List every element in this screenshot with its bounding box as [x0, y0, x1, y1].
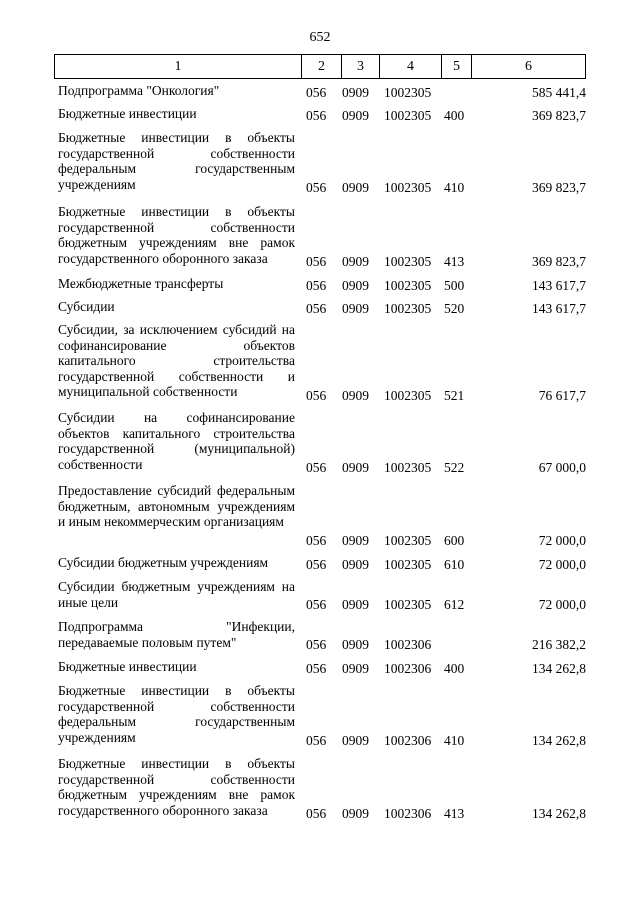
- table-row: [0, 299, 640, 316]
- row-col-6: 143 617,7: [532, 300, 586, 316]
- row-description: Бюджетные инвестиции в объекты государственной собственности федеральным государственным учреждениям: [58, 683, 295, 745]
- row-description: Бюджетные инвестиции в объекты государственной собственности федеральным государственным учреждениям: [58, 130, 295, 192]
- row-col-2: 056: [306, 805, 327, 821]
- row-description: Подпрограмма "Инфекции, передаваемые половым путем": [58, 619, 295, 650]
- header-col-2: 2: [301, 55, 341, 78]
- table-row: [0, 410, 640, 475]
- row-col-5: 600: [444, 532, 465, 548]
- row-col-2: 056: [306, 636, 327, 652]
- row-col-2: 056: [306, 660, 327, 676]
- row-col-2: 056: [306, 253, 327, 269]
- row-col-3: 0909: [342, 84, 369, 100]
- table-row: [0, 83, 640, 100]
- table-row: [0, 683, 640, 748]
- table-row: [0, 204, 640, 269]
- row-col-4: 1002306: [384, 732, 432, 748]
- row-col-5: 610: [444, 556, 465, 572]
- table-row: [0, 555, 640, 572]
- row-col-6: 134 262,8: [532, 660, 586, 676]
- row-col-6: 216 382,2: [532, 636, 586, 652]
- table-row: [0, 659, 640, 676]
- row-description: Подпрограмма "Онкология": [58, 83, 220, 98]
- row-col-6: 134 262,8: [532, 732, 586, 748]
- row-col-3: 0909: [342, 596, 369, 612]
- row-col-6: 72 000,0: [538, 596, 586, 612]
- row-col-3: 0909: [342, 387, 369, 403]
- row-description: Бюджетные инвестиции в объекты государственной собственности бюджетным учреждениям вне рамок государственного оборонного заказа: [58, 756, 295, 818]
- row-col-2: 056: [306, 179, 327, 195]
- row-description: Предоставление субсидий федеральным бюджетным, автономным учреждениям и иным некоммерческим организациям: [58, 483, 295, 529]
- row-col-4: 1002305: [384, 253, 432, 269]
- table-row: [0, 276, 640, 293]
- page-number: 652: [309, 30, 331, 45]
- row-col-4: 1002305: [384, 107, 432, 123]
- table-row: [0, 756, 640, 821]
- row-col-2: 056: [306, 387, 327, 403]
- row-col-6: 369 823,7: [532, 107, 586, 123]
- row-col-2: 056: [306, 532, 327, 548]
- row-col-6: 369 823,7: [532, 253, 586, 269]
- row-col-6: 67 000,0: [538, 459, 586, 475]
- row-col-2: 056: [306, 300, 327, 316]
- row-col-3: 0909: [342, 732, 369, 748]
- row-description: Субсидии бюджетным учреждениям на иные цели: [58, 579, 295, 610]
- row-description: Межбюджетные трансферты: [58, 276, 224, 291]
- row-description: Субсидии бюджетным учреждениям: [58, 555, 269, 570]
- row-col-6: 585 441,4: [532, 84, 586, 100]
- row-col-2: 056: [306, 459, 327, 475]
- row-col-4: 1002305: [384, 596, 432, 612]
- row-col-4: 1002305: [384, 532, 432, 548]
- row-col-2: 056: [306, 84, 327, 100]
- row-col-5: 500: [444, 277, 465, 293]
- table-row: [0, 483, 640, 548]
- row-col-5: 520: [444, 300, 465, 316]
- row-col-5: 521: [444, 387, 465, 403]
- row-description: Бюджетные инвестиции: [58, 659, 197, 674]
- row-col-4: 1002305: [384, 387, 432, 403]
- table-header: [54, 54, 586, 79]
- row-col-3: 0909: [342, 277, 369, 293]
- table-row: [0, 130, 640, 195]
- header-col-3: 3: [341, 55, 379, 78]
- row-col-2: 056: [306, 596, 327, 612]
- row-col-5: 400: [444, 107, 465, 123]
- row-col-3: 0909: [342, 253, 369, 269]
- row-col-4: 1002305: [384, 179, 432, 195]
- row-col-3: 0909: [342, 179, 369, 195]
- table-row: [0, 106, 640, 123]
- row-col-5: 612: [444, 596, 465, 612]
- row-col-4: 1002306: [384, 636, 432, 652]
- row-col-4: 1002305: [384, 84, 432, 100]
- row-col-3: 0909: [342, 532, 369, 548]
- row-col-5: 410: [444, 179, 465, 195]
- row-col-3: 0909: [342, 660, 369, 676]
- row-col-2: 056: [306, 732, 327, 748]
- row-col-6: 134 262,8: [532, 805, 586, 821]
- row-col-4: 1002305: [384, 300, 432, 316]
- row-col-4: 1002305: [384, 556, 432, 572]
- table-row: [0, 579, 640, 612]
- row-description: Бюджетные инвестиции в объекты государственной собственности бюджетным учреждениям вне рамок государственного оборонного заказа: [58, 204, 295, 266]
- table-row: [0, 322, 640, 403]
- row-col-4: 1002306: [384, 660, 432, 676]
- row-col-3: 0909: [342, 459, 369, 475]
- row-description: Субсидии, за исключением субсидий на софинансирование объектов капитального строительства государственной собственности и муниципальной собственности: [58, 322, 295, 399]
- row-col-4: 1002305: [384, 459, 432, 475]
- row-col-4: 1002306: [384, 805, 432, 821]
- row-col-5: 522: [444, 459, 465, 475]
- row-col-4: 1002305: [384, 277, 432, 293]
- row-col-6: 72 000,0: [538, 532, 586, 548]
- row-col-6: 143 617,7: [532, 277, 586, 293]
- header-col-5: 5: [441, 55, 471, 78]
- row-col-3: 0909: [342, 556, 369, 572]
- table-row: [0, 619, 640, 652]
- row-col-5: 413: [444, 253, 465, 269]
- row-col-2: 056: [306, 277, 327, 293]
- row-col-3: 0909: [342, 805, 369, 821]
- row-col-6: 76 617,7: [538, 387, 586, 403]
- header-col-4: 4: [379, 55, 441, 78]
- row-col-5: 410: [444, 732, 465, 748]
- row-col-6: 369 823,7: [532, 179, 586, 195]
- row-col-5: 400: [444, 660, 465, 676]
- row-description: Субсидии: [58, 299, 115, 314]
- row-col-2: 056: [306, 556, 327, 572]
- row-description: Субсидии на софинансирование объектов капитального строительства государственной (муниципальной) собственности: [58, 410, 295, 472]
- row-col-2: 056: [306, 107, 327, 123]
- row-col-5: 413: [444, 805, 465, 821]
- header-col-6: 6: [471, 55, 585, 78]
- row-col-3: 0909: [342, 636, 369, 652]
- row-col-3: 0909: [342, 300, 369, 316]
- header-col-1: 1: [174, 59, 182, 74]
- row-col-6: 72 000,0: [538, 556, 586, 572]
- row-col-3: 0909: [342, 107, 369, 123]
- row-description: Бюджетные инвестиции: [58, 106, 197, 121]
